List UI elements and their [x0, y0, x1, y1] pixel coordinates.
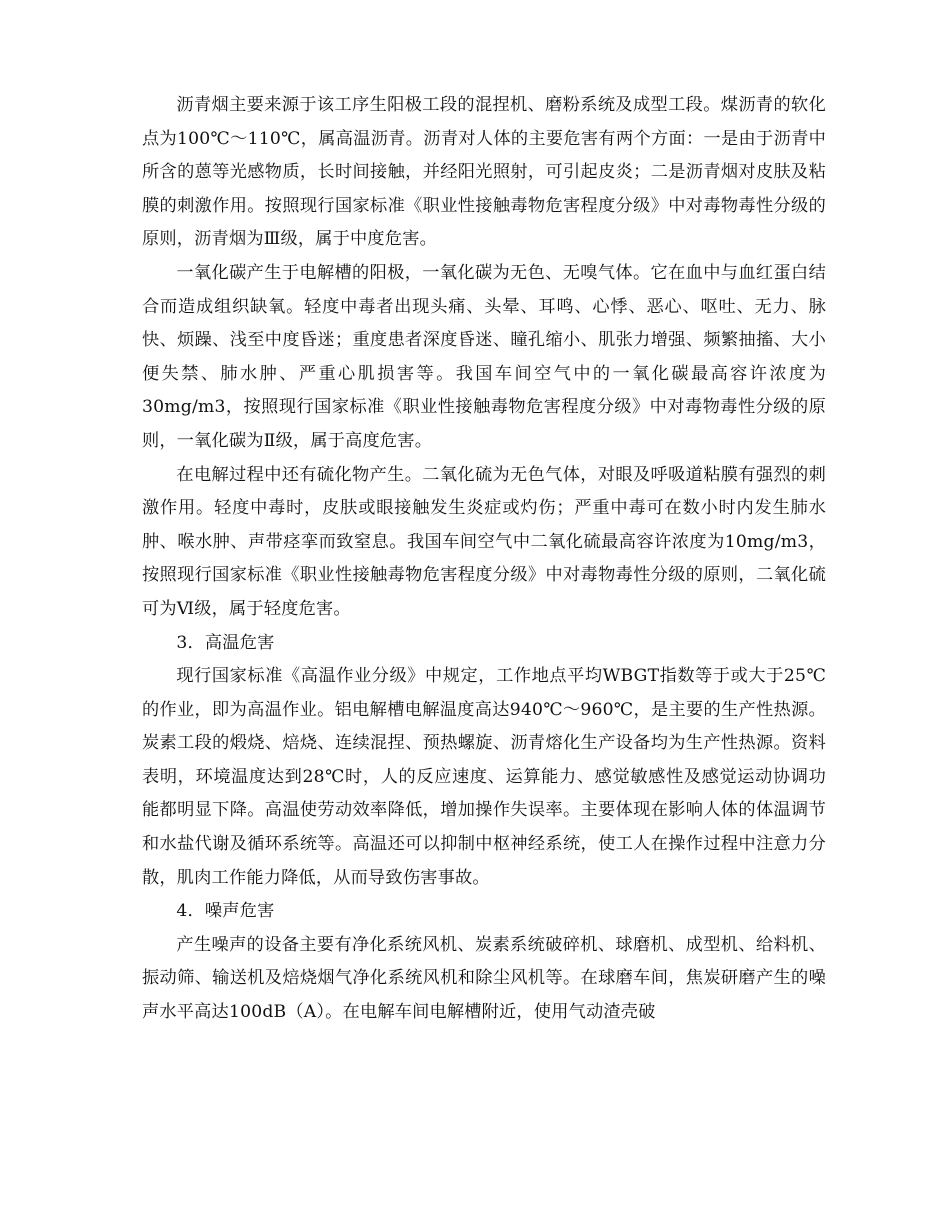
paragraph-high-temperature: 现行国家标准《高温作业分级》中规定，工作地点平均WBGT指数等于或大于25℃的作业，即为高温作业。铝电解槽电解温度高达940℃～960℃，是主要的生产性热源。炭素工段的煅烧、焙烧、连续混捏、预热螺旋、沥青熔化生产设备均为生产性热源。资料表明，环境温度达到28℃时，人的反应速度、运算能力、感觉敏感性及感觉运动协调功能都明显下降。高温使劳动效率降低，增加操作失误率。主要体现在影响人体的体温调节和水盐代谢及循环系统等。高温还可以抑制中枢神经系统，使工人在操作过程中注意力分散，肌肉工作能力降低，从而导致伤害事故。 [142, 666, 826, 888]
paragraph-carbon-monoxide: 一氧化碳产生于电解槽的阳极，一氧化碳为无色、无嗅气体。它在血中与血红蛋白结合而造成组织缺氧。轻度中毒者出现头痛、头晕、耳鸣、心悸、恶心、呕吐、无力、脉快、烦躁、浅至中度昏迷；重度患者深度昏迷、瞳孔缩小、肌张力增强、频繁抽搐、大小便失禁、肺水肿、严重心肌损害等。我国车间空气中的一氧化碳最高容许浓度为30mg/m3，按照现行国家标准《职业性接触毒物危害程度分级》中对毒物毒性分级的原则，一氧化碳为Ⅱ级，属于高度危害。 [142, 262, 826, 451]
section-heading-high-temperature: 3．高温危害 [176, 632, 275, 653]
document-page [142, 89, 826, 1030]
paragraph-sulfur-dioxide: 在电解过程中还有硫化物产生。二氧化硫为无色气体，对眼及呼吸道粘膜有强烈的刺激作用。轻度中毒时，皮肤或眼接触发生炎症或灼伤；严重中毒可在数小时内发生肺水肿、喉水肿、声带痉挛而致窒息。我国车间空气中二氧化硫最高容许浓度为10mg/m3，按照现行国家标准《职业性接触毒物危害程度分级》中对毒物毒性分级的原则，二氧化硫可为Ⅵ级，属于轻度危害。 [142, 464, 826, 619]
paragraph-asphalt-fume: 沥青烟主要来源于该工序生阳极工段的混捏机、磨粉系统及成型工段。煤沥青的软化点为100℃～110℃，属高温沥青。沥青对人体的主要危害有两个方面：一是由于沥青中所含的蒽等光感物质，长时间接触，并经阳光照射，可引起皮炎；二是沥青烟对皮肤及粘膜的刺激作用。按照现行国家标准《职业性接触毒物危害程度分级》中对毒物毒性分级的原则，沥青烟为Ⅲ级，属于中度危害。 [142, 95, 826, 250]
paragraph-noise: 产生噪声的设备主要有净化系统风机、炭素系统破碎机、球磨机、成型机、给料机、振动筛、输送机及焙烧烟气净化系统风机和除尘风机等。在球磨车间，焦炭研磨产生的噪声水平高达100dB（A）。在电解车间电解槽附近，使用气动渣壳破 [142, 934, 826, 1023]
section-heading-noise: 4．噪声危害 [176, 901, 275, 922]
